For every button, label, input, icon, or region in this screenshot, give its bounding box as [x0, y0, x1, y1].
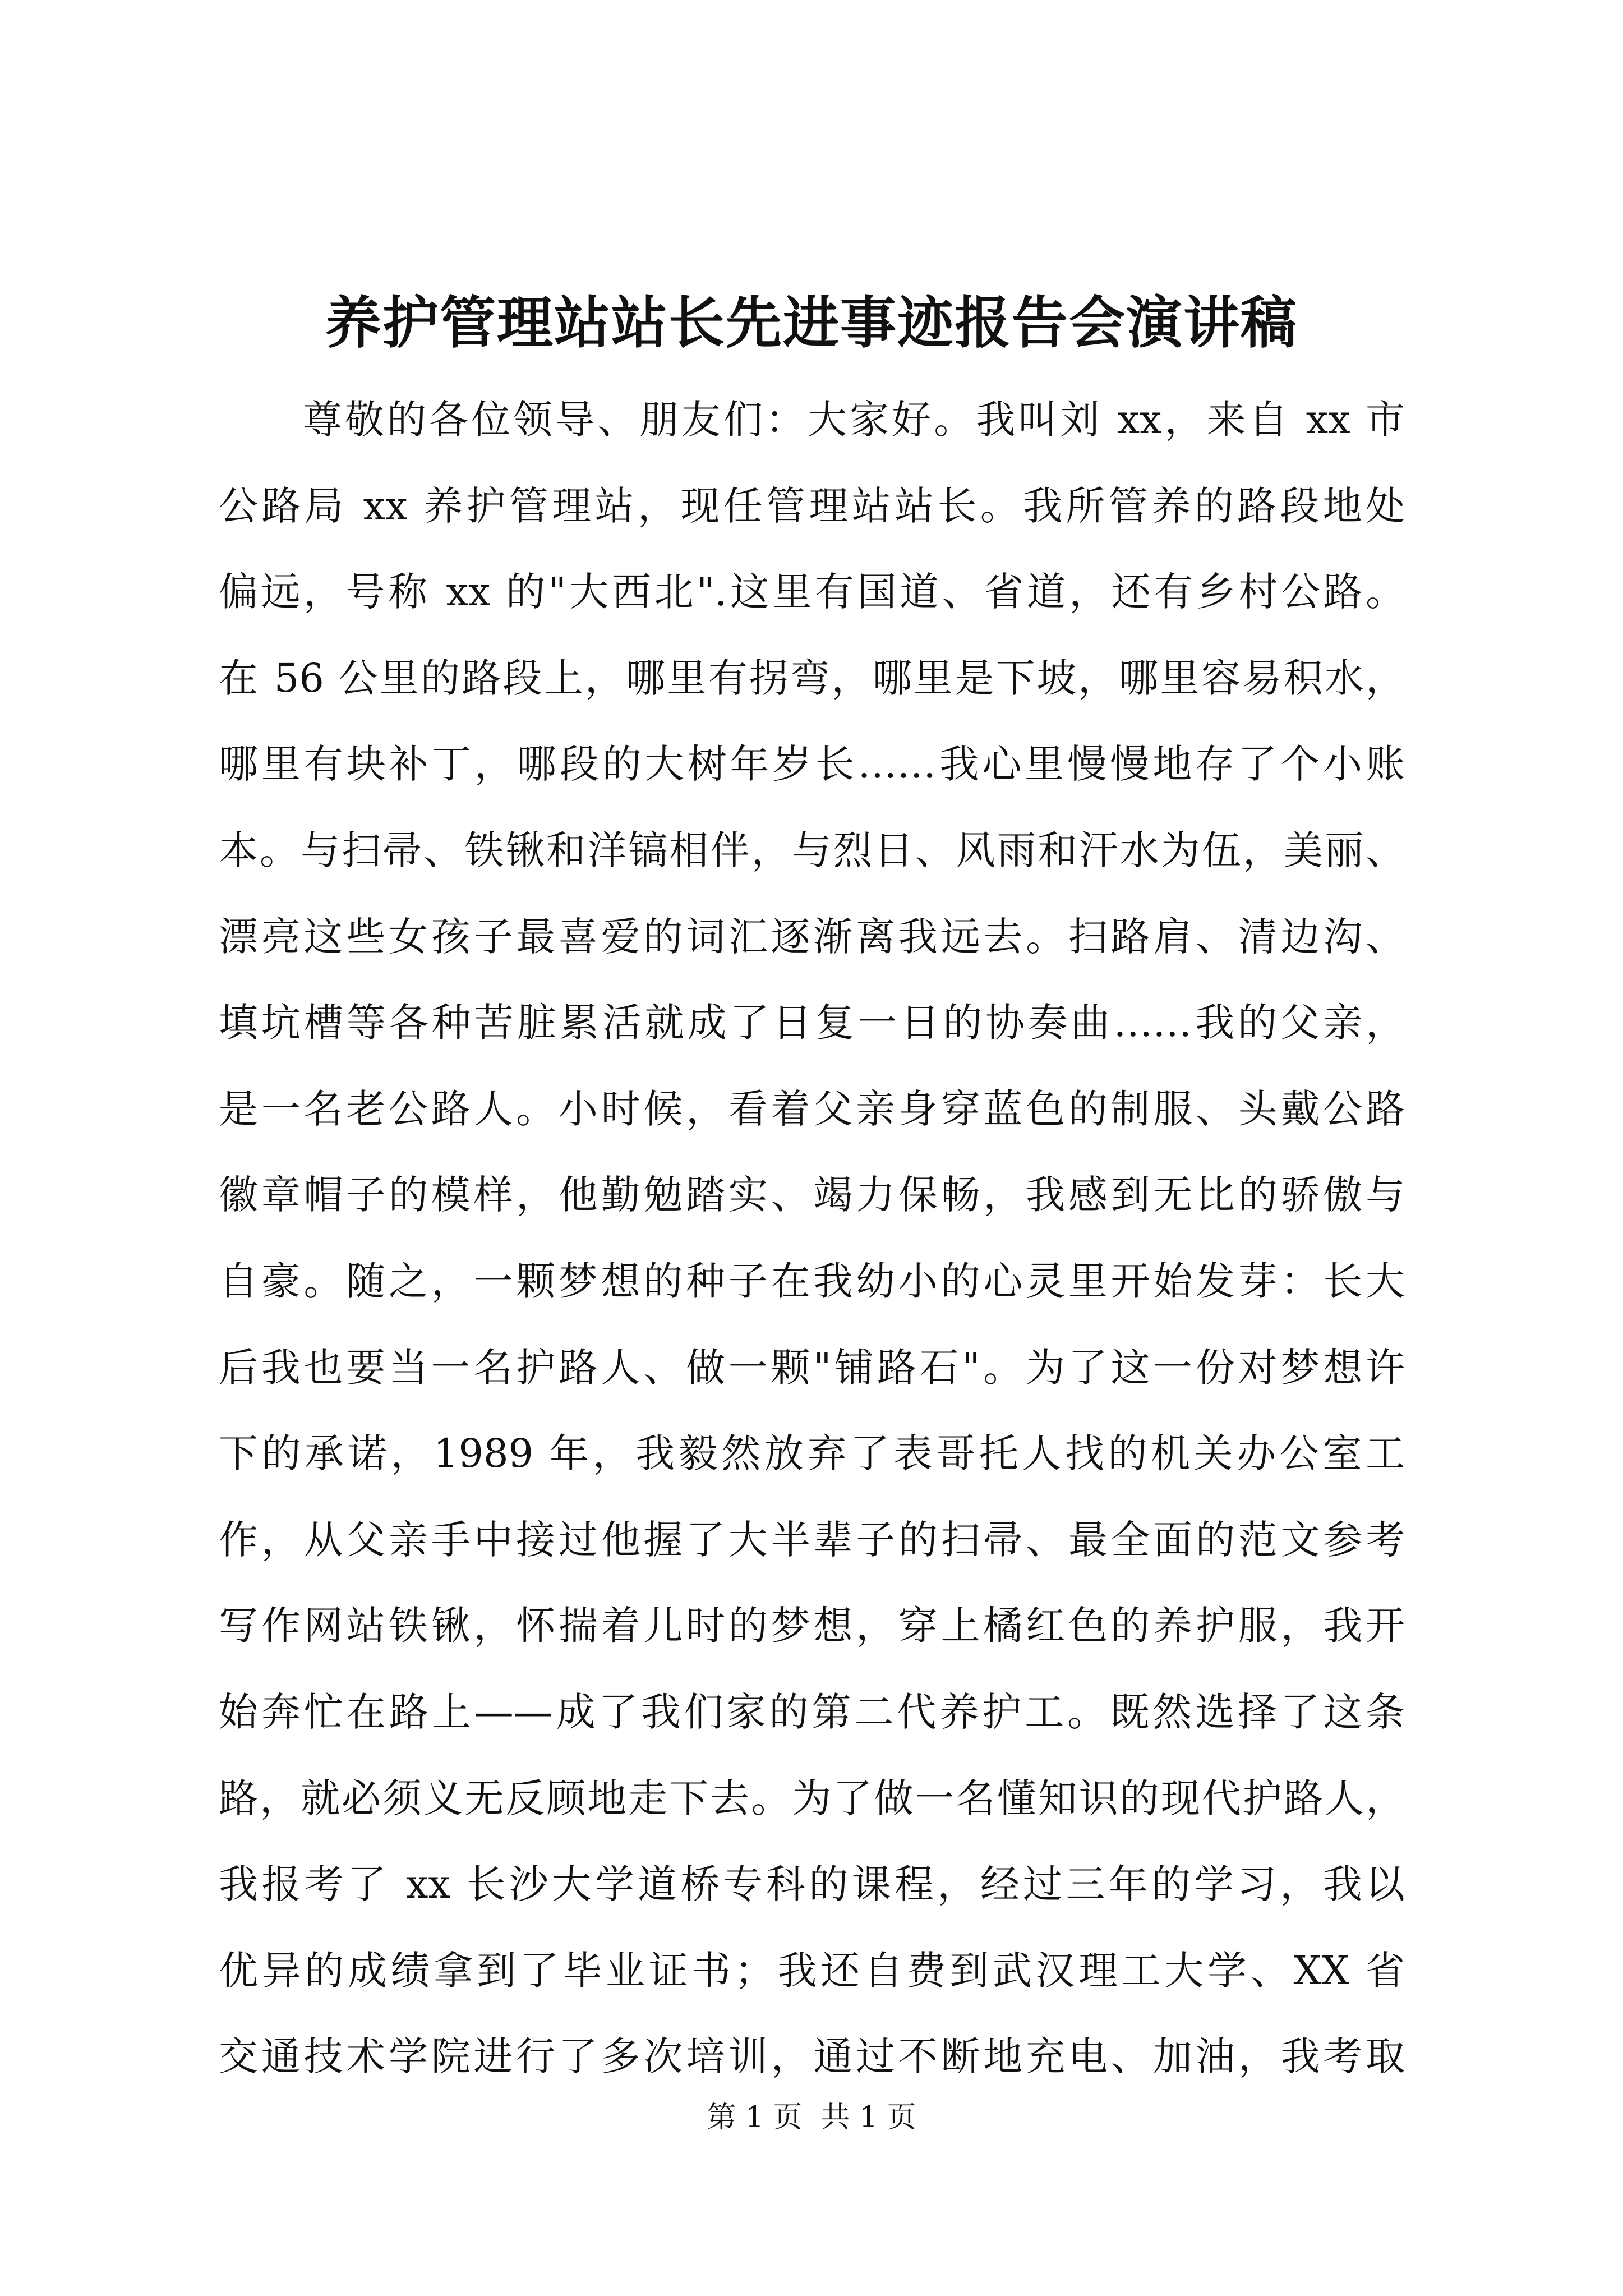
paragraph-line: 偏远，号称 xx 的"大西北".这里有国道、省道，还有乡村公路。 [219, 569, 1405, 615]
paragraph-line: 作，从父亲手中接过他握了大半辈子的扫帚、最全面的范文参考 [219, 1516, 1405, 1563]
paragraph-line: 是一名老公路人。小时候，看着父亲身穿蓝色的制服、头戴公路 [219, 1085, 1405, 1132]
paragraph-line: 交通技术学院进行了多次培训，通过不断地充电、加油，我考取 [219, 2033, 1405, 2080]
paragraph-line: 写作网站铁锹，怀揣着儿时的梦想，穿上橘红色的养护服，我开 [219, 1603, 1405, 1649]
paragraph-line: 下的承诺，1989 年，我毅然放弃了表哥托人找的机关办公室工 [219, 1430, 1405, 1477]
paragraph-line: 哪里有块补丁，哪段的大树年岁长……我心里慢慢地存了个小账 [219, 741, 1405, 788]
paragraph-line: 尊敬的各位领导、朋友们：大家好。我叫刘 xx，来自 xx 市 [219, 397, 1405, 443]
document-title: 养护管理站站长先进事迹报告会演讲稿 [325, 289, 1298, 356]
paragraph-line: 徽章帽子的模样，他勤勉踏实、竭力保畅，我感到无比的骄傲与 [219, 1172, 1405, 1218]
paragraph-line: 公路局 xx 养护管理站，现任管理站站长。我所管养的路段地处 [219, 482, 1405, 529]
page-number-footer: 第 1 页 共 1 页 [707, 2101, 916, 2134]
paragraph-line: 后我也要当一名护路人、做一颗"铺路石"。为了这一份对梦想许 [219, 1344, 1405, 1391]
paragraph-line: 本。与扫帚、铁锹和洋镐相伴，与烈日、风雨和汗水为伍，美丽、 [219, 827, 1405, 873]
paragraph-line: 优异的成绩拿到了毕业证书；我还自费到武汉理工大学、XX 省 [219, 1947, 1405, 1994]
paragraph-line: 路，就必须义无反顾地走下去。为了做一名懂知识的现代护路人， [219, 1775, 1405, 1821]
paragraph-line: 漂亮这些女孩子最喜爱的词汇逐渐离我远去。扫路肩、清边沟、 [219, 913, 1405, 960]
paragraph-line: 在 56 公里的路段上，哪里有拐弯，哪里是下坡，哪里容易积水， [219, 655, 1405, 701]
paragraph-line: 始奔忙在路上——成了我们家的第二代养护工。既然选择了这条 [219, 1688, 1405, 1735]
paragraph-line: 填坑槽等各种苦脏累活就成了日复一日的协奏曲……我的父亲， [219, 1000, 1405, 1046]
paragraph-line: 我报考了 xx 长沙大学道桥专科的课程，经过三年的学习，我以 [219, 1861, 1405, 1908]
paragraph-line: 自豪。随之，一颗梦想的种子在我幼小的心灵里开始发芽：长大 [219, 1258, 1405, 1304]
document-body [219, 377, 1405, 2100]
